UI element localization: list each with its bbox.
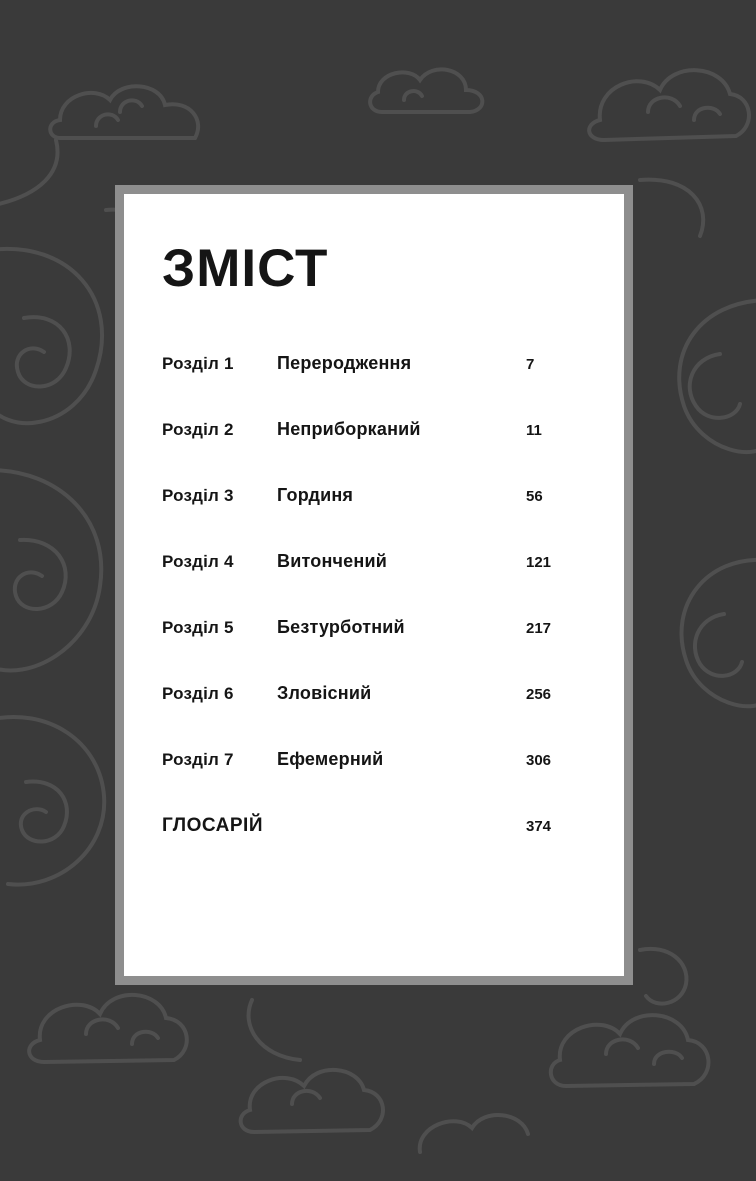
toc-chapter-title: Ефемерний [277,749,384,769]
toc-page-number: 121 [526,554,552,571]
toc-page-number: 56 [526,488,543,505]
toc-entry-5[interactable] [162,617,586,638]
toc-page-number: 7 [526,356,535,373]
toc-chapter-title: Гординя [277,485,354,505]
toc-entry-6[interactable] [162,683,586,704]
toc-glossary-label: ГЛОСАРІЙ [162,815,263,836]
toc-entry-4[interactable] [162,551,586,572]
toc-chapter-label: Розділ 2 [162,420,234,439]
toc-page-number: 256 [526,686,552,703]
toc-chapter-label: Розділ 4 [162,552,234,571]
toc-inner-panel [124,194,624,976]
toc-chapter-label: Розділ 3 [162,486,234,505]
table-of-contents-page [115,185,633,985]
page-title: ЗМІСТ [162,239,329,298]
toc-chapter-title: Неприборканий [277,419,421,439]
toc-page-number: 11 [526,422,542,439]
toc-entry-2[interactable] [162,419,586,440]
toc-chapter-title: Переродження [277,353,412,373]
toc-chapter-label: Розділ 6 [162,684,234,703]
toc-chapter-label: Розділ 7 [162,750,234,769]
toc-entry-glossary[interactable] [162,815,586,837]
toc-page-number: 374 [526,818,552,835]
toc-chapter-title: Безтурботний [277,617,405,637]
toc-chapter-label: Розділ 5 [162,618,234,637]
toc-entry-7[interactable] [162,749,586,770]
toc-chapter-title: Витончений [277,551,387,571]
toc-entry-1[interactable] [162,353,586,374]
toc-page-number: 217 [526,620,552,637]
toc-chapter-label: Розділ 1 [162,354,234,373]
toc-page-number: 306 [526,752,552,769]
toc-entry-3[interactable] [162,485,586,506]
toc-chapter-title: Зловісний [277,683,372,703]
